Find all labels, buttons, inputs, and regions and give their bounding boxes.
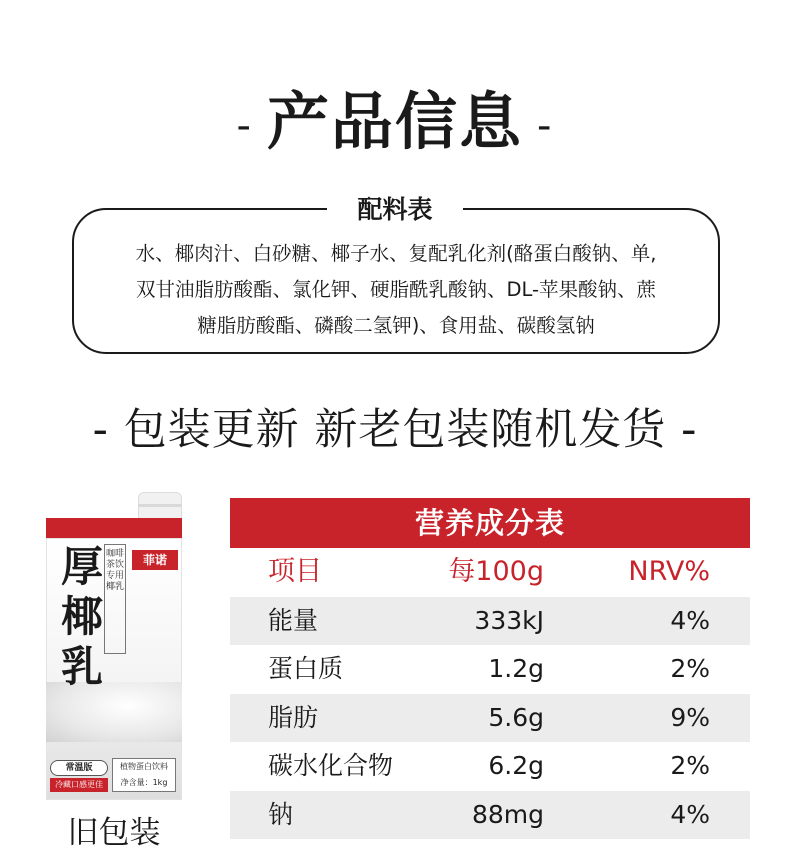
product-name-char: 乳 — [60, 642, 103, 691]
row-per100g: 5.6g — [488, 702, 544, 732]
brand-logo: 菲诺 — [132, 550, 178, 570]
title-dash-right: - — [537, 102, 554, 149]
row-item: 能量 — [268, 605, 319, 635]
product-name-char: 椰 — [60, 592, 103, 641]
ingredients-text — [95, 236, 697, 344]
row-item: 钠 — [268, 799, 294, 829]
packaging-notice: - 包装更新 新老包装随机发货 - — [92, 405, 698, 455]
row-item: 碳水化合物 — [268, 751, 394, 780]
carton-top-band — [46, 518, 182, 538]
row-nrv: 2% — [670, 751, 710, 780]
row-per100g: 333kJ — [474, 605, 544, 635]
row-nrv: 9% — [670, 702, 710, 732]
product-tag: 咖啡茶饮 专用椰乳 — [104, 544, 126, 654]
nutrition-table — [230, 498, 750, 839]
row-nrv: 2% — [670, 654, 710, 683]
old-package-caption: 旧包装 — [67, 815, 161, 851]
product-name-char: 厚 — [60, 542, 103, 591]
row-per100g: 6.2g — [488, 751, 544, 780]
cold-note: 冷藏口感更佳 — [50, 778, 108, 792]
spec-type: 植物蛋白饮料 — [120, 762, 168, 771]
ingredients-line: 双甘油脂肪酸酯、氯化钾、硬脂酰乳酸钠、DL-苹果酸钠、蔗 — [135, 278, 657, 301]
column-header-item: 项目 — [268, 556, 322, 587]
column-header-per100g: 每100g — [448, 556, 544, 587]
table-row — [230, 645, 750, 694]
table-row — [230, 694, 750, 743]
ingredients-line: 糖脂肪酸酯、磷酸二氢钾)、食用盐、碳酸氢钠 — [197, 314, 595, 337]
row-nrv: 4% — [670, 799, 710, 829]
spec-net: 净含量：1kg — [120, 778, 168, 787]
table-row — [230, 742, 750, 791]
product-carton-image — [46, 492, 182, 802]
storage-badge: 常温版 — [50, 760, 108, 776]
carton-cap-ring — [138, 504, 182, 507]
table-row — [230, 597, 750, 646]
row-nrv: 4% — [670, 605, 710, 635]
title-dash-left: - — [236, 102, 253, 149]
row-per100g: 88mg — [471, 799, 544, 829]
row-item: 蛋白质 — [268, 654, 344, 683]
page-title-text: 产品信息 — [266, 85, 523, 158]
ingredients-label: 配料表 — [327, 190, 463, 230]
table-row — [230, 791, 750, 840]
row-item: 脂肪 — [268, 702, 319, 732]
spec-box — [112, 758, 176, 792]
row-per100g: 1.2g — [488, 654, 544, 683]
ingredients-line: 水、椰肉汁、白砂糖、椰子水、复配乳化剂(酪蛋白酸钠、单, — [135, 242, 657, 265]
column-header-nrv: NRV% — [628, 556, 710, 587]
page-title — [0, 82, 790, 166]
nutrition-header-row — [230, 548, 750, 597]
nutrition-title: 营养成分表 — [230, 498, 750, 548]
